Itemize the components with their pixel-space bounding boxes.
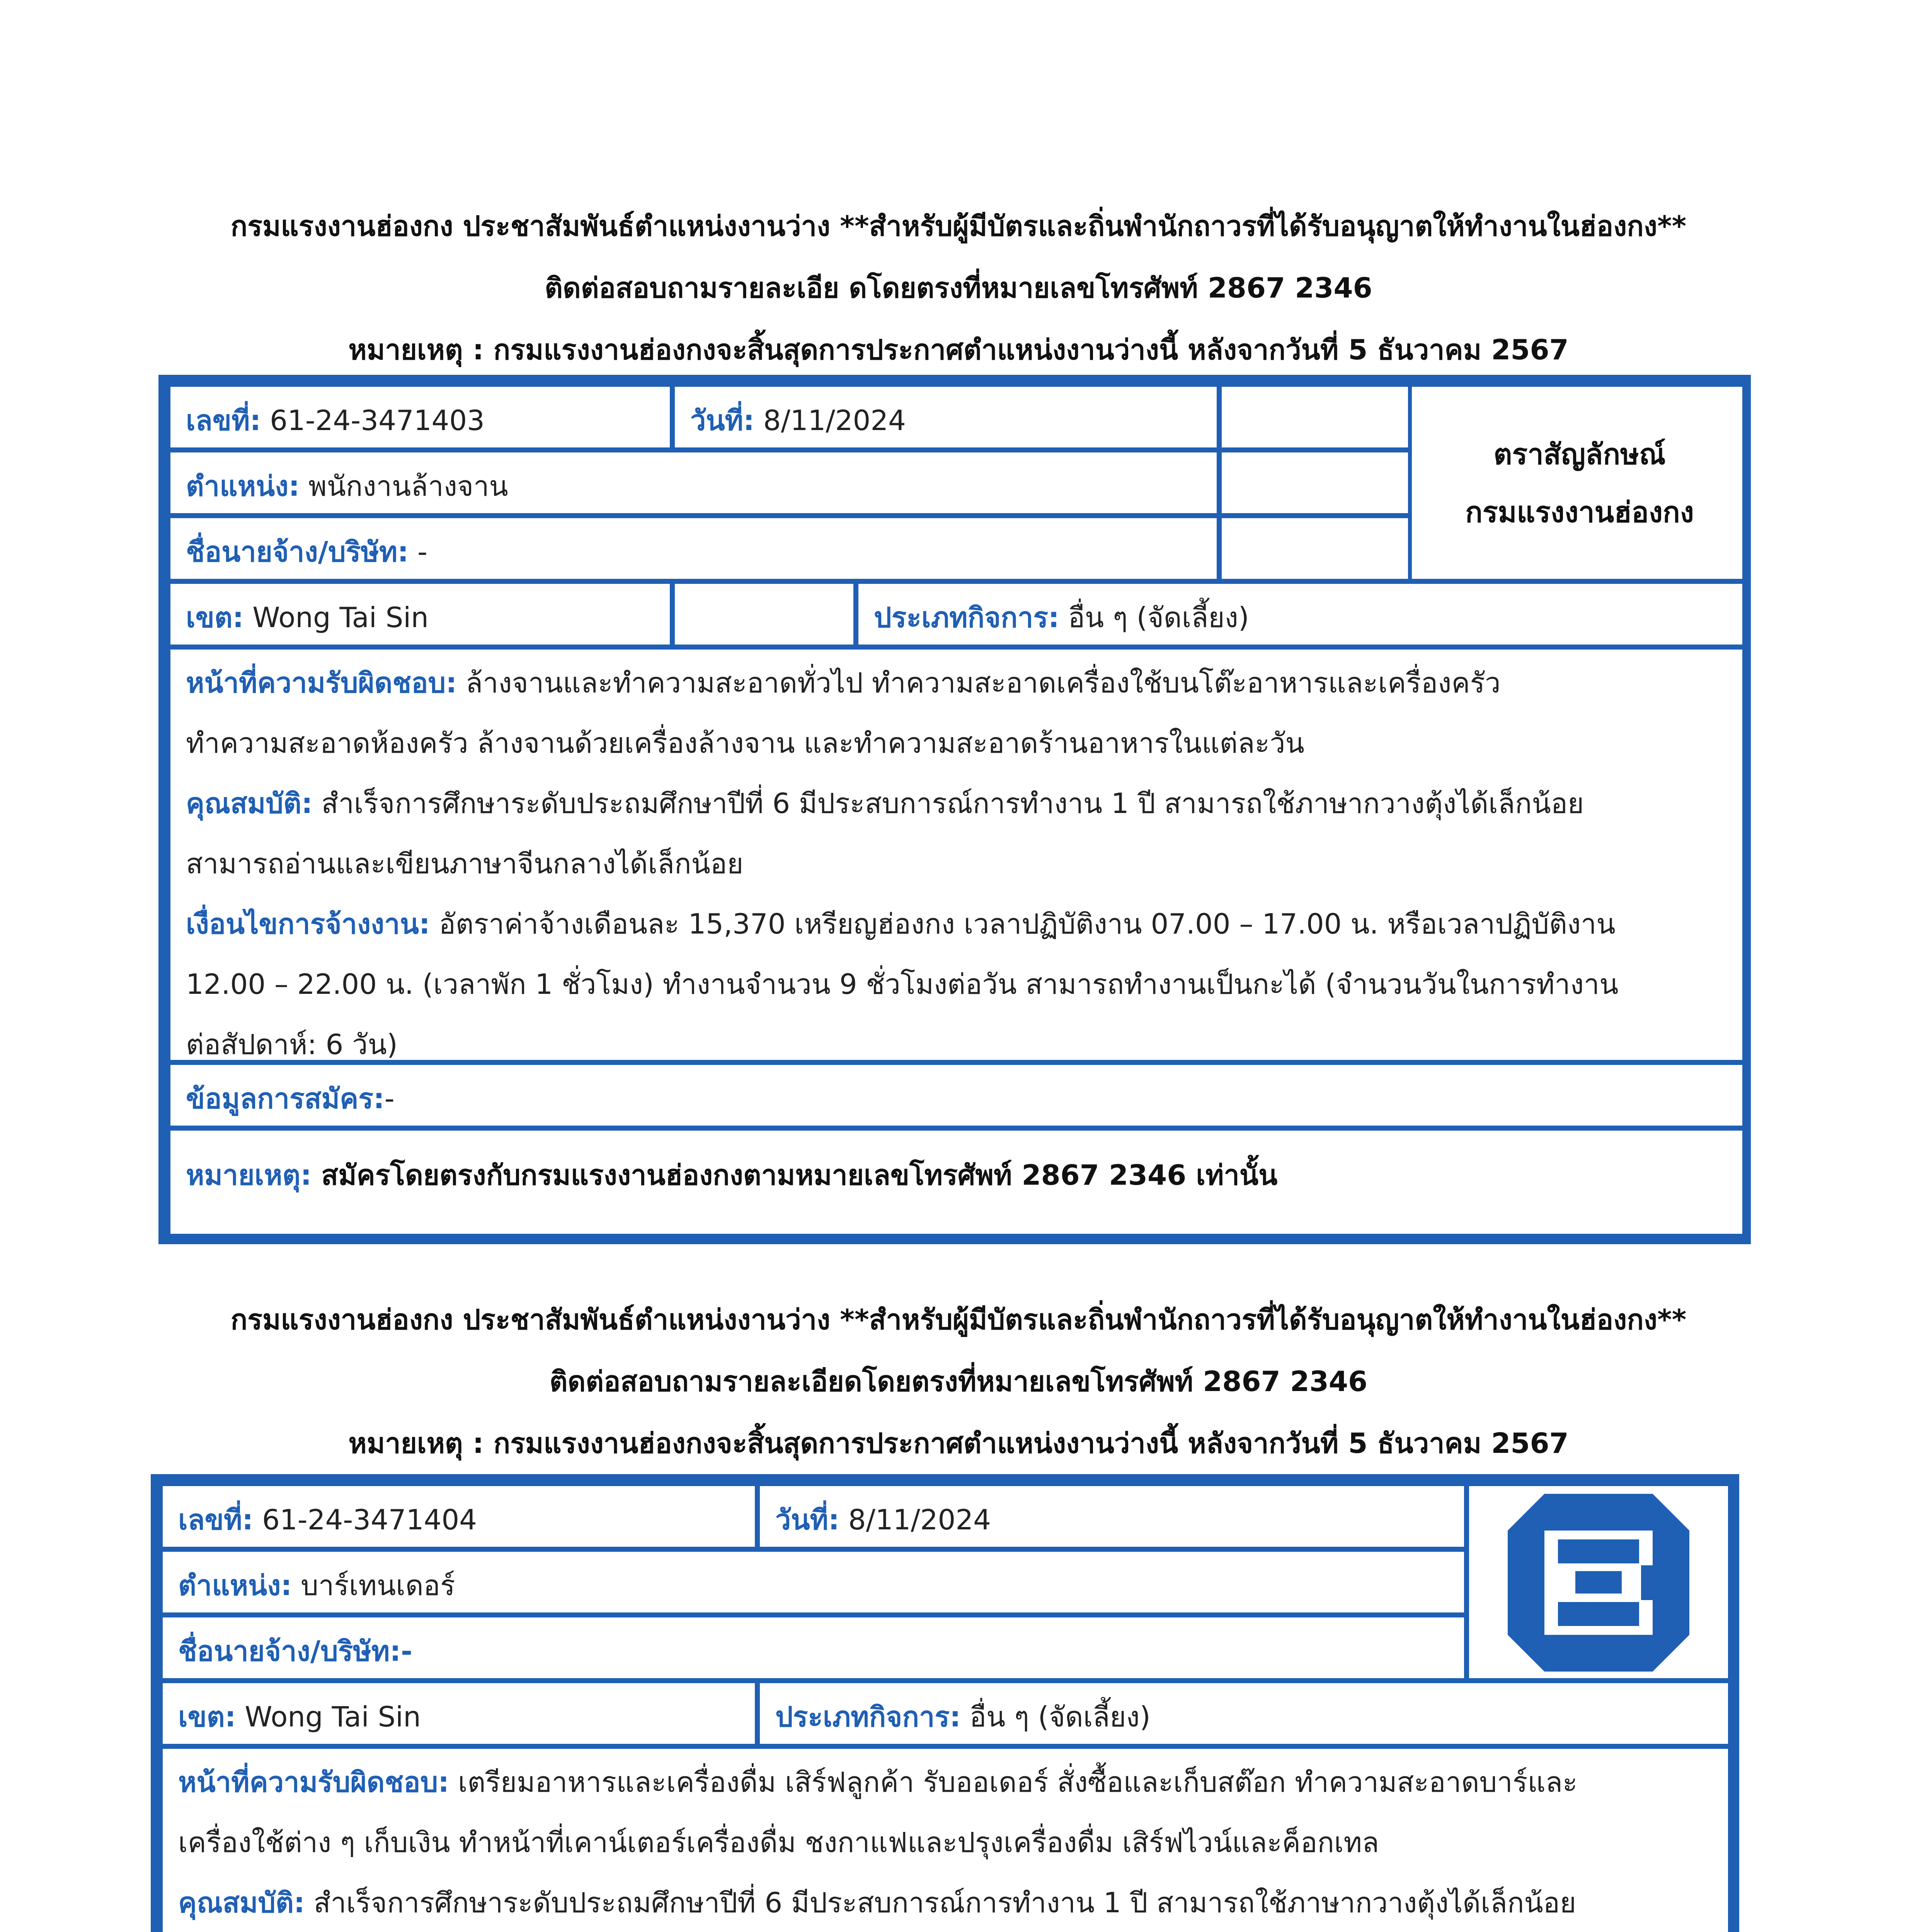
header-line-1: กรมแรงงานฮ่องกง ประชาสัมพันธ์ตำแหน่งงานว่าง **สำหรับผู้มีบัตรและถิ่นพำนักถาวรที่ได้รับอนุญาตให้ทำงานในฮ่องกง** (230, 1303, 1687, 1336)
seal-department: กรมแรงงานฮ่องกง (1465, 496, 1694, 529)
terms-line-3: ต่อสัปดาห์: 6 วัน) (186, 1028, 398, 1061)
district-label: เขต: (186, 601, 244, 634)
date-label: วันที่: (690, 404, 754, 437)
terms-line-2: 12.00 – 22.00 น. (เวลาพัก 1 ชั่วโมง) ทำงานจำนวน 9 ชั่วโมงต่อวัน สามารถทำงานเป็นกะได้ (จำนวนวันในการทำงาน (186, 968, 1619, 1000)
header-line-2: ติดต่อสอบถามรายละเอียดโดยตรงที่หมายเลขโทรศัพท์ 2867 2346 (549, 1365, 1368, 1398)
date-cell (756, 1483, 1468, 1550)
employer-label: ชื่อนายจ้าง/บริษัท: (178, 1635, 401, 1667)
date-cell (671, 383, 1220, 451)
position-label: ตำแหน่ง: (186, 470, 300, 502)
header-line-2: ติดต่อสอบถามรายละเอีย ดโดยตรงที่หมายเลขโทรศัพท์ 2867 2346 (545, 272, 1372, 304)
seal-title: ตราสัญลักษณ์ (1493, 438, 1666, 471)
business-type-cell (855, 580, 1751, 648)
district-value: Wong Tai Sin (252, 601, 429, 634)
qualification-line-1: คุณสมบัติ: สำเร็จการศึกษาระดับประถมศึกษาปีที่ 6 มีประสบการณ์การทำงาน 1 ปี สามารถใช้ภาษากวางตุ้งได้เล็กน้อย (178, 1886, 1577, 1919)
duties-line-1: หน้าที่ความรับผิดชอบ: เตรียมอาหารและเครื่องดื่ม เสิร์ฟลูกค้า รับออเดอร์ สั่งซื้อและเก็บสต๊อก ทำความสะอาดบาร์และ (178, 1766, 1578, 1798)
details-cell (159, 1745, 1731, 1932)
qualification-line-2: สามารถอ่านและเขียนภาษาจีนกลางได้เล็กน้อย (186, 847, 744, 880)
details-cell (167, 646, 1751, 1063)
notice-1-card (158, 375, 1751, 1244)
business-type-value: อื่น ๆ (จัดเลี้ยง) (969, 1701, 1151, 1733)
duties-line-2: ทำความสะอาดห้องครัว ล้างจานด้วยเครื่องล้างจาน และทำความสะอาดร้านอาหารในแต่ละวัน (186, 727, 1304, 759)
position-value: พนักงานล้างจาน (308, 470, 508, 502)
qualification-label: คุณสมบัติ: (186, 787, 313, 820)
date-label: วันที่: (775, 1503, 839, 1536)
qualification-line-1: คุณสมบัติ: สำเร็จการศึกษาระดับประถมศึกษาปีที่ 6 มีประสบการณ์การทำงาน 1 ปี สามารถใช้ภาษากวางตุ้งได้เล็กน้อย (186, 787, 1584, 820)
logo-cell (1466, 1483, 1731, 1682)
job-number-cell (159, 1483, 758, 1550)
terms-line-1: เงื่อนไขการจ้างงาน: อัตราค่าจ้างเดือนละ 15,370 เหรียญฮ่องกง เวลาปฏิบัติงาน 07.00 – 17.00 น. หรือเวลาปฏิบัติงาน (186, 908, 1616, 940)
job-number-value: 61-24-3471403 (270, 404, 485, 437)
application-value: - (384, 1082, 395, 1115)
duties-line-1: หน้าที่ความรับผิดชอบ: ล้างจานและทำความสะอาดทั่วไป ทำความสะอาดเครื่องใช้บนโต๊ะอาหารและเครื่องครัว (186, 667, 1501, 699)
position-cell (167, 449, 1220, 517)
date-value: 8/11/2024 (763, 404, 906, 437)
remark-label: หมายเหตุ: (186, 1159, 312, 1191)
application-cell (167, 1061, 1751, 1129)
remark-value: สมัครโดยตรงกับกรมแรงงานฮ่องกงตามหมายเลขโทรศัพท์ 2867 2346 เท่านั้น (321, 1159, 1278, 1191)
business-type-label: ประเภทกิจการ: (874, 601, 1059, 634)
qualification-label: คุณสมบัติ: (178, 1886, 305, 1919)
notice-1-header (0, 195, 1917, 381)
employer-value: - (401, 1635, 412, 1667)
job-number-label: เลขที่: (178, 1503, 254, 1536)
empty-cell (671, 580, 857, 648)
business-type-value: อื่น ๆ (จัดเลี้ยง) (1068, 601, 1249, 634)
district-cell (167, 580, 673, 648)
job-number-label: เลขที่: (186, 404, 261, 437)
duties-label: หน้าที่ความรับผิดชอบ: (186, 667, 457, 699)
employer-label: ชื่อนายจ้าง/บริษัท: (186, 536, 409, 568)
labour-department-logo-icon (1508, 1494, 1689, 1672)
employer-value: - (417, 536, 427, 568)
notice-2-header (0, 1289, 1917, 1474)
district-cell (159, 1680, 758, 1747)
employer-cell (159, 1614, 1468, 1682)
remark-cell (167, 1127, 1751, 1237)
business-type-label: ประเภทกิจการ: (775, 1701, 961, 1733)
job-number-value: 61-24-3471404 (262, 1503, 477, 1536)
district-label: เขต: (178, 1701, 236, 1733)
header-line-3: หมายเหตุ : กรมแรงงานฮ่องกงจะสิ้นสุดการประกาศตำแหน่งงานว่างนี้ หลังจากวันที่ 5 ธันวาคม 2567 (348, 1427, 1569, 1459)
empty-cell (1218, 449, 1411, 517)
position-value: บาร์เทนเดอร์ (301, 1569, 455, 1602)
terms-label: เงื่อนไขการจ้างงาน: (186, 908, 430, 940)
position-cell (159, 1548, 1468, 1616)
seal-cell (1408, 383, 1751, 582)
job-number-cell (167, 383, 673, 451)
duties-label: หน้าที่ความรับผิดชอบ: (178, 1766, 449, 1798)
date-value: 8/11/2024 (848, 1503, 991, 1536)
district-value: Wong Tai Sin (245, 1701, 421, 1733)
notice-2-card (151, 1474, 1739, 1932)
header-line-3: หมายเหตุ : กรมแรงงานฮ่องกงจะสิ้นสุดการประกาศตำแหน่งงานว่างนี้ หลังจากวันที่ 5 ธันวาคม 2567 (348, 333, 1569, 366)
position-label: ตำแหน่ง: (178, 1569, 292, 1602)
application-label: ข้อมูลการสมัคร: (186, 1082, 385, 1115)
duties-line-2: เครื่องใช้ต่าง ๆ เก็บเงิน ทำหน้าที่เคาน์เตอร์เครื่องดื่ม ชงกาแฟและปรุงเครื่องดื่ม เสิร์ฟไวน์และค็อกเทล (178, 1826, 1379, 1859)
header-line-1: กรมแรงงานฮ่องกง ประชาสัมพันธ์ตำแหน่งงานว่าง **สำหรับผู้มีบัตรและถิ่นพำนักถาวรที่ได้รับอนุญาตให้ทำงานในฮ่องกง** (230, 210, 1687, 242)
empty-cell (1218, 383, 1411, 451)
business-type-cell (756, 1680, 1731, 1747)
employer-cell (167, 515, 1220, 582)
empty-cell (1218, 515, 1411, 582)
